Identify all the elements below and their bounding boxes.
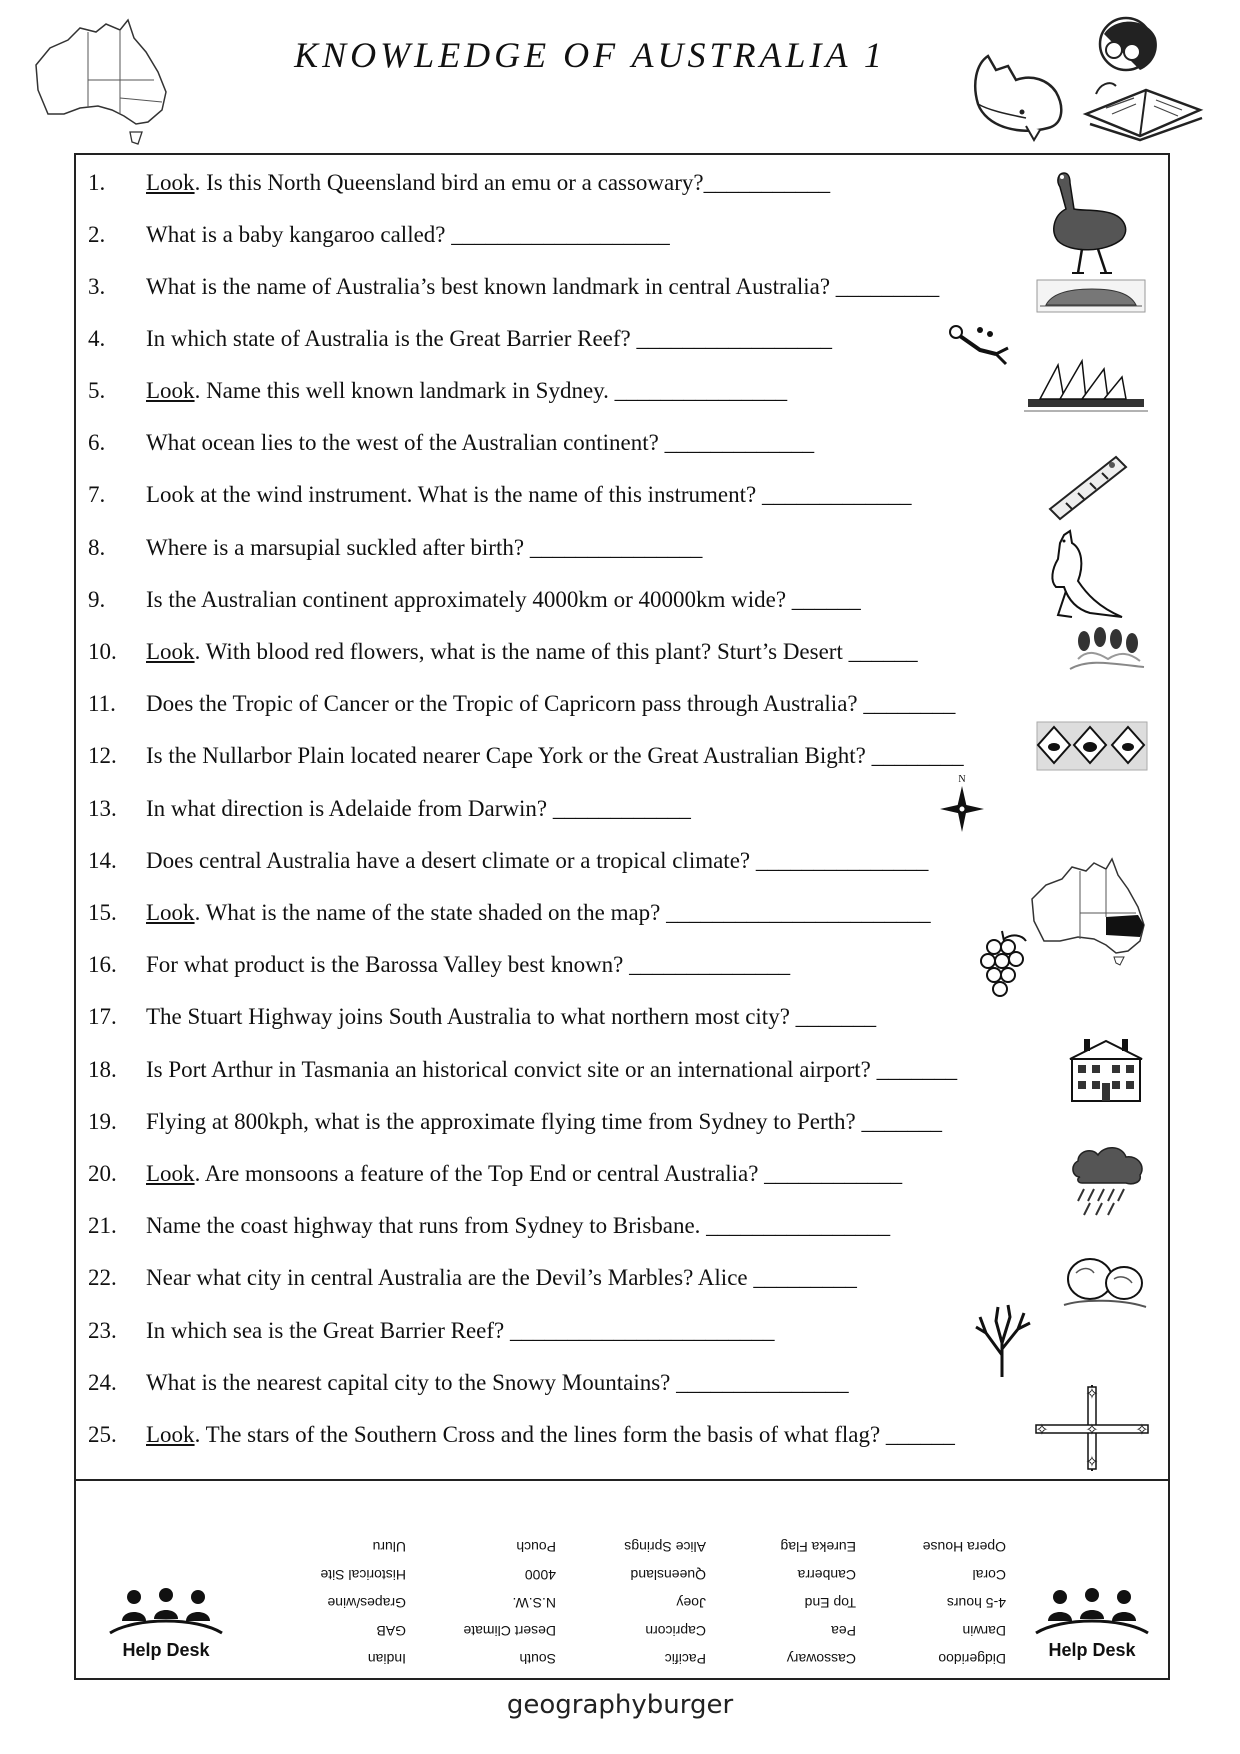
question-number: 15. — [88, 900, 117, 925]
answer-column — [856, 1533, 1006, 1673]
answer-item: Pouch — [516, 1539, 556, 1555]
historic-building-icon — [1066, 1035, 1146, 1105]
help-desk-people-icon — [1032, 1585, 1152, 1635]
answer-item: Pea — [831, 1623, 856, 1639]
nsw-map-icon — [1028, 855, 1148, 967]
look-label: Look — [146, 378, 195, 403]
question-number: 17. — [88, 1004, 117, 1029]
question-number: 22. — [88, 1265, 117, 1290]
question-number: 13. — [88, 796, 117, 821]
question-text: . With blood red flowers, what is the name of this plant? Sturt’s Desert ______ — [194, 639, 918, 664]
answer-item: Didgeridoo — [938, 1651, 1006, 1667]
compass-icon — [936, 772, 988, 838]
question-text: In what direction is Adelaide from Darwin? ____________ — [146, 796, 691, 821]
question-number: 5. — [88, 378, 106, 403]
question-14 — [88, 841, 928, 881]
question-text: Is the Nullarbor Plain located nearer Cape York or the Great Australian Bight? ________ — [146, 743, 964, 768]
question-number: 10. — [88, 639, 117, 664]
look-label: Look — [146, 170, 195, 195]
svg-text:✧: ✧ — [1085, 1452, 1099, 1471]
answer-item: Cassowary — [786, 1651, 856, 1667]
question-number: 8. — [88, 535, 106, 560]
look-label: Look — [146, 900, 195, 925]
question-1 — [88, 163, 830, 203]
question-6 — [88, 423, 814, 463]
question-text: Where is a marsupial suckled after birth? _______________ — [146, 535, 703, 560]
question-number: 25. — [88, 1422, 117, 1447]
question-text: What ocean lies to the west of the Australian continent? _____________ — [146, 430, 815, 455]
question-text: The Stuart Highway joins South Australia to what northern most city? _______ — [146, 1004, 877, 1029]
question-text: For what product is the Barossa Valley best known? ______________ — [146, 952, 791, 977]
didgeridoo-icon — [1046, 451, 1130, 523]
question-number: 7. — [88, 482, 106, 507]
answer-item: Queensland — [630, 1567, 706, 1583]
answer-column — [556, 1533, 706, 1673]
question-11 — [88, 684, 955, 724]
help-desk-left — [96, 1585, 236, 1661]
answer-item: Darwin — [962, 1623, 1006, 1639]
answer-item: 4-5 hours — [946, 1595, 1006, 1611]
answer-item: Top End — [804, 1595, 856, 1611]
question-number: 4. — [88, 326, 106, 351]
question-number: 3. — [88, 274, 106, 299]
question-21 — [88, 1206, 890, 1246]
footer-brand: geographyburger — [506, 1690, 734, 1720]
question-text: What is the name of Australia’s best known landmark in central Australia? _________ — [146, 274, 940, 299]
help-desk-people-icon — [106, 1585, 226, 1635]
question-12 — [88, 736, 964, 776]
answer-item: GAB — [376, 1623, 406, 1639]
answer-item: N.S.W. — [512, 1595, 556, 1611]
help-desk-label: Help Desk — [1048, 1640, 1136, 1660]
question-25 — [88, 1415, 955, 1455]
australia-map-icon — [28, 10, 178, 152]
answer-item: South — [519, 1651, 556, 1667]
answer-item: Pacific — [664, 1651, 706, 1667]
reader-with-book-icon — [1076, 14, 1206, 142]
eureka-flag-icon — [1032, 1383, 1152, 1473]
question-5 — [88, 371, 787, 411]
svg-text:✧: ✧ — [1085, 1384, 1099, 1403]
answer-item: Joey — [676, 1595, 706, 1611]
grapes-icon — [976, 929, 1032, 1001]
answer-item: Uluru — [372, 1539, 406, 1555]
question-text: What is a baby kangaroo called? ___________________ — [146, 222, 670, 247]
kangaroo-icon — [1036, 529, 1126, 621]
question-8 — [88, 528, 702, 568]
answer-key — [246, 1493, 1006, 1673]
whale-icon — [968, 44, 1068, 144]
coral-icon — [972, 1303, 1032, 1379]
answer-item: Historical Site — [320, 1567, 406, 1583]
question-7 — [88, 475, 912, 515]
page-title: KNOWLEDGE OF AUSTRALIA 1 — [294, 35, 886, 75]
devils-marbles-icon — [1062, 1249, 1148, 1315]
help-desk-label: Help Desk — [122, 1640, 210, 1660]
question-text: Does central Australia have a desert climate or a tropical climate? _______________ — [146, 848, 929, 873]
answer-item: Indian — [367, 1651, 406, 1667]
answer-item: Canberra — [797, 1567, 856, 1583]
question-2 — [88, 215, 670, 255]
question-text: Is Port Arthur in Tasmania an historical convict site or an international airport? _______ — [146, 1057, 958, 1082]
question-number: 24. — [88, 1370, 117, 1395]
question-19 — [88, 1102, 942, 1142]
question-text: In which sea is the Great Barrier Reef? _______________________ — [146, 1318, 775, 1343]
answer-item: Coral — [972, 1567, 1006, 1583]
question-text: Is the Australian continent approximately 4000km or 40000km wide? ______ — [146, 587, 861, 612]
question-number: 9. — [88, 587, 106, 612]
question-3 — [88, 267, 939, 307]
road-signs-icon — [1036, 721, 1148, 771]
question-15 — [88, 893, 931, 933]
question-number: 20. — [88, 1161, 117, 1186]
opera-house-icon — [1024, 357, 1148, 415]
rain-cloud-icon — [1068, 1143, 1148, 1219]
question-number: 11. — [88, 691, 116, 716]
question-18 — [88, 1050, 957, 1090]
uluru-icon — [1036, 279, 1146, 313]
look-label: Look — [146, 1422, 195, 1447]
look-label: Look — [146, 1161, 195, 1186]
answer-item: Grapes/wine — [327, 1595, 406, 1611]
question-17 — [88, 997, 876, 1037]
question-number: 6. — [88, 430, 106, 455]
question-text: What is the nearest capital city to the Snowy Mountains? _______________ — [146, 1370, 849, 1395]
question-text: Name the coast highway that runs from Sydney to Brisbane. ________________ — [146, 1213, 891, 1238]
question-number: 1. — [88, 170, 106, 195]
answer-item: 4000 — [524, 1567, 556, 1583]
help-desk-divider — [76, 1479, 1168, 1481]
help-desk-right — [1022, 1585, 1162, 1661]
sturts-desert-pea-icon — [1068, 619, 1146, 673]
question-13 — [88, 789, 691, 829]
question-24 — [88, 1363, 849, 1403]
question-text: . Are monsoons a feature of the Top End or central Australia? ____________ — [194, 1161, 903, 1186]
question-text: . Is this North Queensland bird an emu or a cassowary?___________ — [194, 170, 831, 195]
answer-item: Eureka Flag — [780, 1539, 856, 1555]
question-20 — [88, 1154, 902, 1194]
question-23 — [88, 1311, 775, 1351]
question-text: Look at the wind instrument. What is the name of this instrument? _____________ — [146, 482, 912, 507]
question-box — [74, 153, 1170, 1680]
answer-column — [406, 1533, 556, 1673]
question-9 — [88, 580, 861, 620]
question-number: 18. — [88, 1057, 117, 1082]
question-number: 14. — [88, 848, 117, 873]
look-label: Look — [146, 639, 195, 664]
question-text: Flying at 800kph, what is the approximate flying time from Sydney to Perth? _______ — [146, 1109, 942, 1134]
question-number: 19. — [88, 1109, 117, 1134]
question-number: 23. — [88, 1318, 117, 1343]
question-16 — [88, 945, 790, 985]
answer-item: Alice Springs — [624, 1539, 706, 1555]
answer-item: Desert Climate — [463, 1623, 556, 1639]
question-text: In which state of Australia is the Great Barrier Reef? _________________ — [146, 326, 832, 351]
svg-text:✧: ✧ — [1035, 1420, 1049, 1439]
question-text: . What is the name of the state shaded on the map? _______________________ — [194, 900, 931, 925]
question-number: 21. — [88, 1213, 117, 1238]
question-text: . Name this well known landmark in Sydney. _______________ — [194, 378, 788, 403]
compass-north-label: N — [958, 774, 966, 785]
answer-column — [706, 1533, 856, 1673]
question-number: 12. — [88, 743, 117, 768]
question-10 — [88, 632, 918, 672]
svg-text:✧: ✧ — [1085, 1420, 1099, 1439]
question-text: . The stars of the Southern Cross and the lines form the basis of what flag? ______ — [194, 1422, 955, 1447]
answer-column — [256, 1533, 406, 1673]
question-text: Near what city in central Australia are the Devil’s Marbles? Alice _________ — [146, 1265, 857, 1290]
question-4 — [88, 319, 832, 359]
answer-item: Capricorn — [645, 1623, 706, 1639]
question-number: 2. — [88, 222, 106, 247]
cassowary-icon — [1044, 169, 1134, 279]
diver-icon — [946, 320, 1012, 372]
question-number: 16. — [88, 952, 117, 977]
svg-text:✧: ✧ — [1135, 1420, 1149, 1439]
question-22 — [88, 1258, 857, 1298]
answer-item: Opera House — [922, 1539, 1006, 1555]
question-text: Does the Tropic of Cancer or the Tropic of Capricorn pass through Australia? ________ — [146, 691, 956, 716]
